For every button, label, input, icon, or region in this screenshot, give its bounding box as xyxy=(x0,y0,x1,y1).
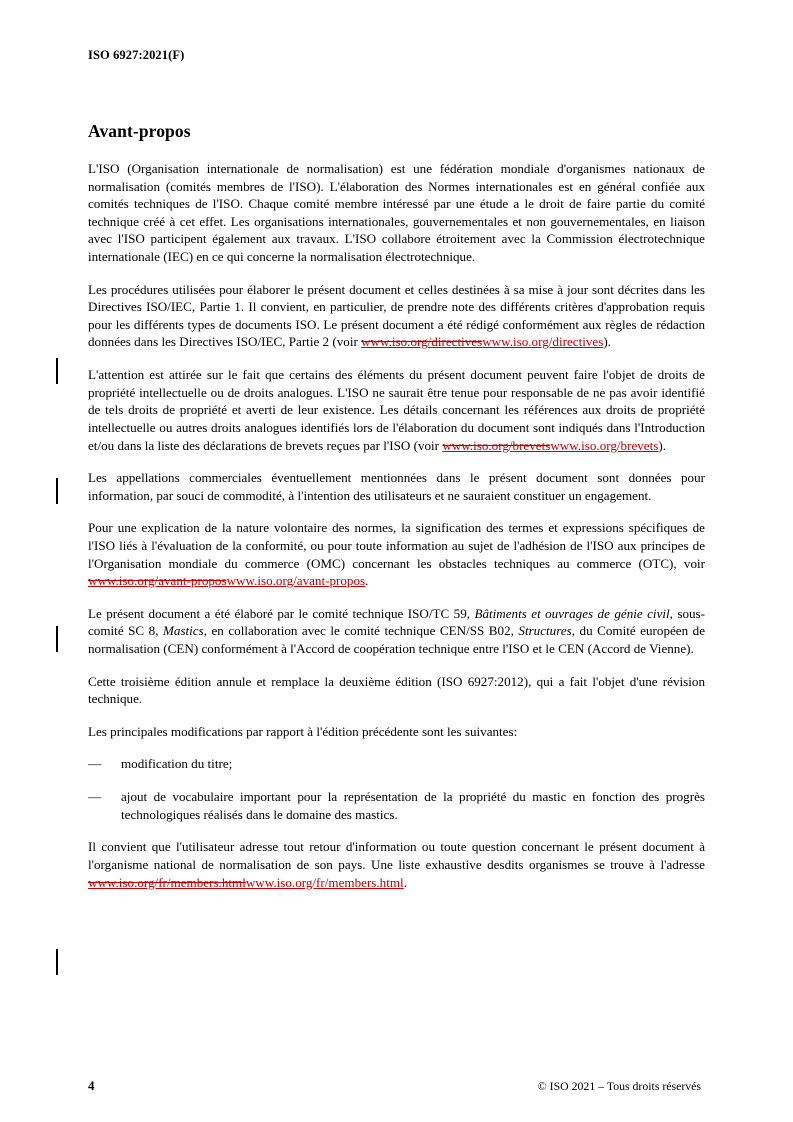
modifications-list xyxy=(88,755,705,823)
link-brevets-struck[interactable]: www.iso.org/brevets xyxy=(442,437,551,453)
paragraph-9-text-before: Il convient que l'utilisateur adresse tout retour d'information ou toute question concernant le présent document à l'organisme national de normalisation de son pays. Une liste exhaustive desdits organismes se trouve à l'adresse xyxy=(88,839,705,872)
paragraph-foreword-5 xyxy=(88,519,705,589)
paragraph-6-part-2: , sous-comité SC 8, xyxy=(88,605,705,639)
paragraph-foreword-6 xyxy=(88,605,705,658)
paragraph-foreword-9 xyxy=(88,838,705,891)
list-item-label: modification du titre; xyxy=(121,756,233,772)
paragraph-foreword-2 xyxy=(88,281,705,351)
change-bar-brevets xyxy=(56,478,58,504)
paragraph-6-part-1: Le présent document a été élaboré par le comité technique ISO/TC 59, xyxy=(88,605,475,621)
list-item-label: ajout de vocabulaire important pour la représentation de la propriété du mastic en fonction des progrès technologiques réalisés dans le domaine des mastics. xyxy=(121,789,705,822)
link-brevets[interactable]: www.iso.org/brevets xyxy=(550,437,659,453)
paragraph-foreword-4: Les appellations commerciales éventuellement mentionnées dans le présent document sont données pour information, par souci de commodité, à l'intention des utilisateurs et ne sauraient constituer un engagement. xyxy=(88,470,705,503)
list-dash-marker: — xyxy=(88,789,102,805)
link-members[interactable]: www.iso.org/fr/members.html xyxy=(245,874,404,890)
link-avant-propos[interactable]: www.iso.org/avant-propos xyxy=(226,573,366,589)
document-header: ISO 6927:2021(F) xyxy=(88,48,185,62)
committee-title-tc59: Bâtiments et ouvrages de génie civil xyxy=(474,605,670,621)
copyright-notice: © ISO 2021 – Tous droits réservés xyxy=(537,1079,701,1093)
list-dash-marker: — xyxy=(88,756,102,772)
paragraph-9-text-after: . xyxy=(403,874,407,890)
page-number: 4 xyxy=(88,1078,95,1093)
paragraph-3-text-before: L'attention est attirée sur le fait que certains des éléments du présent document peuvent faire l'objet de droits de propriété intellectuelle ou de droits analogues. L'ISO ne saurait être tenue pour responsable de ne pas avoir identifié de tels droits de propriété et averti de leur existence. Les détails concernant les références aux droits de propriété intellectuelle ou autres droits analogues identifiés lors de l'élaboration du document sont indiqués dans l'Introduction et/ou dans la liste des déclarations de brevets reçues par l'ISO (voir xyxy=(88,367,705,453)
link-directives[interactable]: www.iso.org/directives xyxy=(482,334,604,350)
paragraph-2-text-after: ). xyxy=(603,334,611,350)
paragraph-6-part-3: , en collaboration avec le comité technique CEN/SS B02, xyxy=(203,623,519,639)
change-bar-avant-propos xyxy=(56,626,58,652)
paragraph-6-part-4: , du Comité européen de normalisation (CEN) conformément à l'Accord de coopération technique entre l'ISO et le CEN (Accord de Vienne). xyxy=(88,623,706,657)
paragraph-foreword-8: Les principales modifications par rapport à l'édition précédente sont les suivantes: xyxy=(88,723,518,739)
change-bar-members xyxy=(56,949,58,975)
link-avant-propos-struck[interactable]: www.iso.org/avant-propos xyxy=(88,573,227,589)
change-bar-directives xyxy=(56,358,58,384)
paragraph-foreword-3 xyxy=(88,366,705,454)
link-directives-struck[interactable]: www.iso.org/directives xyxy=(361,334,483,350)
subcommittee-title-sc8: Mastics xyxy=(162,623,204,639)
page-footer xyxy=(88,1078,705,1094)
list-item xyxy=(88,755,705,773)
paragraph-foreword-1: L'ISO (Organisation internationale de normalisation) est une fédération mondiale d'organismes nationaux de normalisation (comités membres de l'ISO). L'élaboration des Normes internationales est en général confiée aux comités techniques de l'ISO. Chaque comité membre intéressé par une étude a le droit de faire partie du comité technique créé à cet effet. Les organisations internationales, gouvernementales et non gouvernementales, en liaison avec l'ISO participent également aux travaux. L'ISO collabore étroitement avec la Commission électrotechnique internationale (IEC) en ce qui concerne la normalisation électrotechnique. xyxy=(88,161,705,265)
paragraph-5-text-after: . xyxy=(365,573,369,589)
page-title: Avant-propos xyxy=(88,121,191,141)
paragraph-5-text-before: Pour une explication de la nature volontaire des normes, la signification des termes et expressions spécifiques de l'ISO liés à l'évaluation de la conformité, ou pour toute information au sujet de l'adhésion de l'ISO aux principes de l'Organisation mondiale du commerce (OMC) concernant les obstacles techniques au commerce (OTC), voir xyxy=(88,520,705,571)
list-item xyxy=(88,788,705,823)
paragraph-foreword-7: Cette troisième édition annule et remplace la deuxième édition (ISO 6927:2012), qui a fait l'objet d'une révision technique. xyxy=(88,673,705,707)
committee-title-cen: Structures xyxy=(518,623,572,639)
paragraph-2-text-before: Les procédures utilisées pour élaborer le présent document et celles destinées à sa mise à jour sont décrites dans les Directives ISO/IEC, Partie 1. Il convient, en particulier, de prendre note des différents critères d'approbation requis pour les différents types de documents ISO. Le présent document a été rédigé conformément aux règles de rédaction données dans les Directives ISO/IEC, Partie 2 (voir xyxy=(88,281,705,350)
link-members-struck[interactable]: www.iso.org/fr/members.html xyxy=(88,874,246,890)
paragraph-3-text-after: ). xyxy=(658,437,666,453)
